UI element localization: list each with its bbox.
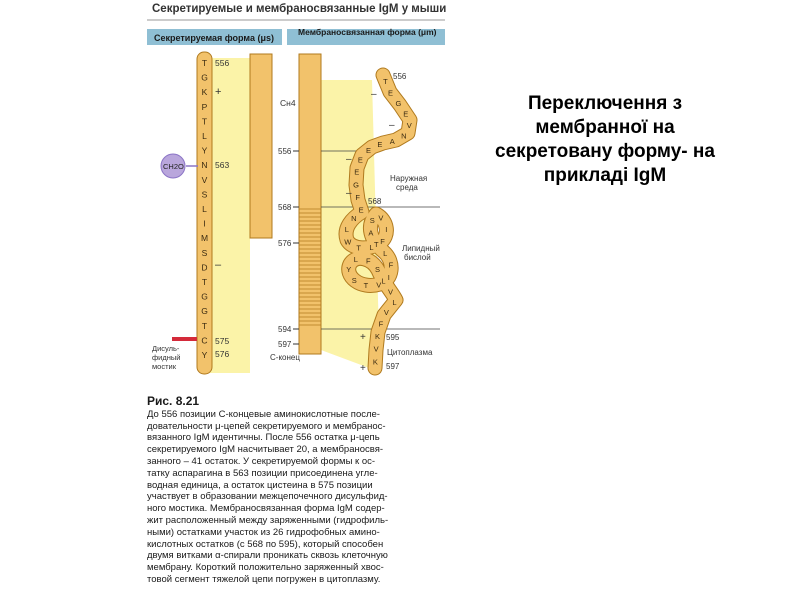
cytoplasm-label: Цитоплазма <box>387 348 433 357</box>
membrane-residue: L <box>353 255 358 265</box>
membrane-residue: G <box>395 98 402 108</box>
axis-number-576: 576 <box>278 239 292 248</box>
secreted-residue: S <box>201 189 208 200</box>
secreted-residue: T <box>201 320 208 331</box>
lipid-line2: бислой <box>404 253 431 262</box>
membrane-charge-minus-2: – <box>389 120 395 131</box>
axis-number-597: 597 <box>278 340 292 349</box>
slide-title: Переключення з мембранної на секретовану форму- на прикладі IgM <box>495 93 715 186</box>
secreted-residue: Y <box>201 145 208 156</box>
secreted-residue: V <box>201 174 208 185</box>
membrane-residue: L <box>369 242 374 252</box>
membrane-residue: S <box>351 275 357 285</box>
membrane-header <box>298 27 437 37</box>
membrane-residue: E <box>365 145 371 155</box>
axis-number-556: 556 <box>278 147 292 156</box>
figure-caption <box>147 396 447 586</box>
membrane-residue: L <box>344 224 349 234</box>
membrane-number-595: 595 <box>386 333 400 342</box>
secreted-residue: G <box>201 291 208 302</box>
secreted-residue: S <box>201 247 208 258</box>
outer-env-line1: Наружная <box>390 174 428 183</box>
secreted-residue: I <box>203 218 206 229</box>
ch4-label: Cн4 <box>280 98 296 108</box>
membrane-residue: T <box>363 281 369 291</box>
secreted-number-563: 563 <box>215 160 230 170</box>
membrane-residue: E <box>358 205 364 215</box>
secreted-residue: N <box>201 160 208 171</box>
membrane-number-556: 556 <box>393 72 407 81</box>
membrane-residue: V <box>388 287 394 297</box>
secreted-residue: L <box>202 131 207 141</box>
axis-number-568: 568 <box>278 203 292 212</box>
secreted-header: Секретируемая форма (μs) <box>154 33 274 43</box>
disulfide-label-line3: мостик <box>152 362 176 371</box>
membrane-residue: L <box>383 249 388 259</box>
secreted-charge-plus: + <box>215 86 222 98</box>
membrane-residue: K <box>372 357 378 367</box>
membrane-residue: F <box>380 236 385 246</box>
membrane-residue: S <box>375 265 381 275</box>
secreted-residue: T <box>201 116 208 127</box>
secreted-residue: T <box>201 277 208 287</box>
figure-heading: Секретируемые и мембраносвязанные IgM у мыши <box>152 3 447 15</box>
caption-title: Рис. 8.21 <box>147 394 200 408</box>
membrane-residue: V <box>383 308 389 318</box>
membrane-residue: K <box>375 331 381 341</box>
secreted-residue: G <box>201 72 208 83</box>
membrane-residue: S <box>369 215 375 225</box>
axis-number-594: 594 <box>278 325 292 334</box>
disulfide-bar <box>172 337 197 341</box>
membrane-number-597: 597 <box>386 362 400 371</box>
membrane-residue: F <box>355 193 360 203</box>
secreted-number-575: 575 <box>215 336 230 346</box>
secreted-residue: K <box>201 87 208 98</box>
membrane-charge-plus-2: + <box>360 363 366 374</box>
disulfide-label-line1: Дисуль- <box>152 344 180 353</box>
disulfide-label-line2: фидный <box>152 353 181 362</box>
membrane-residue: W <box>344 237 352 247</box>
membrane-residue: N <box>401 131 407 141</box>
outer-env-line2: среда <box>396 183 418 192</box>
membrane-charge-minus-4: – <box>346 188 352 199</box>
membrane-residue: I <box>385 224 388 234</box>
membrane-residue: Y <box>346 264 352 274</box>
membrane-residue: V <box>406 121 412 131</box>
c-end-label: С-конец <box>270 353 300 362</box>
secreted-residue: D <box>201 262 208 273</box>
ch4-column <box>250 54 272 238</box>
membrane-residue: E <box>403 109 409 119</box>
membrane-residue: F <box>366 256 371 266</box>
membrane-residue: A <box>389 136 395 146</box>
membrane-residue: E <box>377 140 383 150</box>
membrane-residue: T <box>374 239 379 249</box>
membrane-residue: L <box>381 276 386 286</box>
secreted-residue: Y <box>201 350 208 360</box>
membrane-charge-minus-3: – <box>346 154 352 165</box>
membrane-charge-plus-1: + <box>360 332 366 343</box>
membrane-residue: V <box>376 280 382 290</box>
membrane-residue: L <box>392 297 397 307</box>
glycan-label: CH2O <box>163 162 184 171</box>
secreted-residue: C <box>201 335 208 346</box>
membrane-header-line1: Мембраносвязанная форма (μm) <box>298 27 437 37</box>
membrane-residue: V <box>378 213 384 223</box>
membrane-residue: N <box>351 214 357 224</box>
secreted-residue: L <box>202 204 207 214</box>
membrane-number-568: 568 <box>368 197 382 206</box>
secreted-residue: P <box>201 101 208 112</box>
secreted-number-556: 556 <box>215 58 230 68</box>
membrane-residue: E <box>388 88 394 98</box>
lipid-label <box>402 244 442 262</box>
membrane-residue: F <box>378 319 384 329</box>
disulfide-label <box>152 344 183 371</box>
membrane-charge-minus-1: – <box>371 89 377 100</box>
membrane-residue: T <box>356 243 361 253</box>
membrane-residue: F <box>388 260 394 270</box>
secreted-residue: G <box>201 306 208 317</box>
secreted-residue: T <box>201 58 208 68</box>
outer-env-label <box>390 174 429 192</box>
secreted-number-576: 576 <box>215 349 230 359</box>
caption-text: До 556 позиции С-концевые аминокислотные после- довательности μ-цепей секретируемого и мембранос- вязанного IgM идентичны. После 556 остатка μ-цепь секретируемого IgM насчитывает 20, а мембраносвя- занного – 41 остаток. У секретируемой формы к ос- татку аспарагина в 563 позиции присоединена угле- водная единица, а остаток цистеина в 575 позиции участвует в образовании межцепочечного дисульфид- ного мостика. Мембраносвязанная форма IgM содер- жит расположенный между заряженными (гидрофиль- ными) остатками участок из 26 гидрофобных амино- кислотных остатков (с 568 по 595), который способен двумя витками α-спирали проникать сквозь клеточную мембрану. Короткий положительно заряженный хвос- товой сегмент тяжелой цепи погружен в цитоплазму. <box>147 408 389 585</box>
membrane-residue: E <box>354 167 360 177</box>
lipid-line1: Липидный <box>402 244 440 253</box>
membrane-residue: V <box>373 344 379 354</box>
membrane-residue: A <box>368 228 374 238</box>
membrane-residue: E <box>357 155 363 165</box>
membrane-residue: I <box>387 272 390 282</box>
secreted-residue: M <box>200 233 209 244</box>
membrane-residue: G <box>353 180 359 190</box>
membrane-residue: T <box>383 76 388 86</box>
secreted-charge-minus: – <box>215 259 222 271</box>
